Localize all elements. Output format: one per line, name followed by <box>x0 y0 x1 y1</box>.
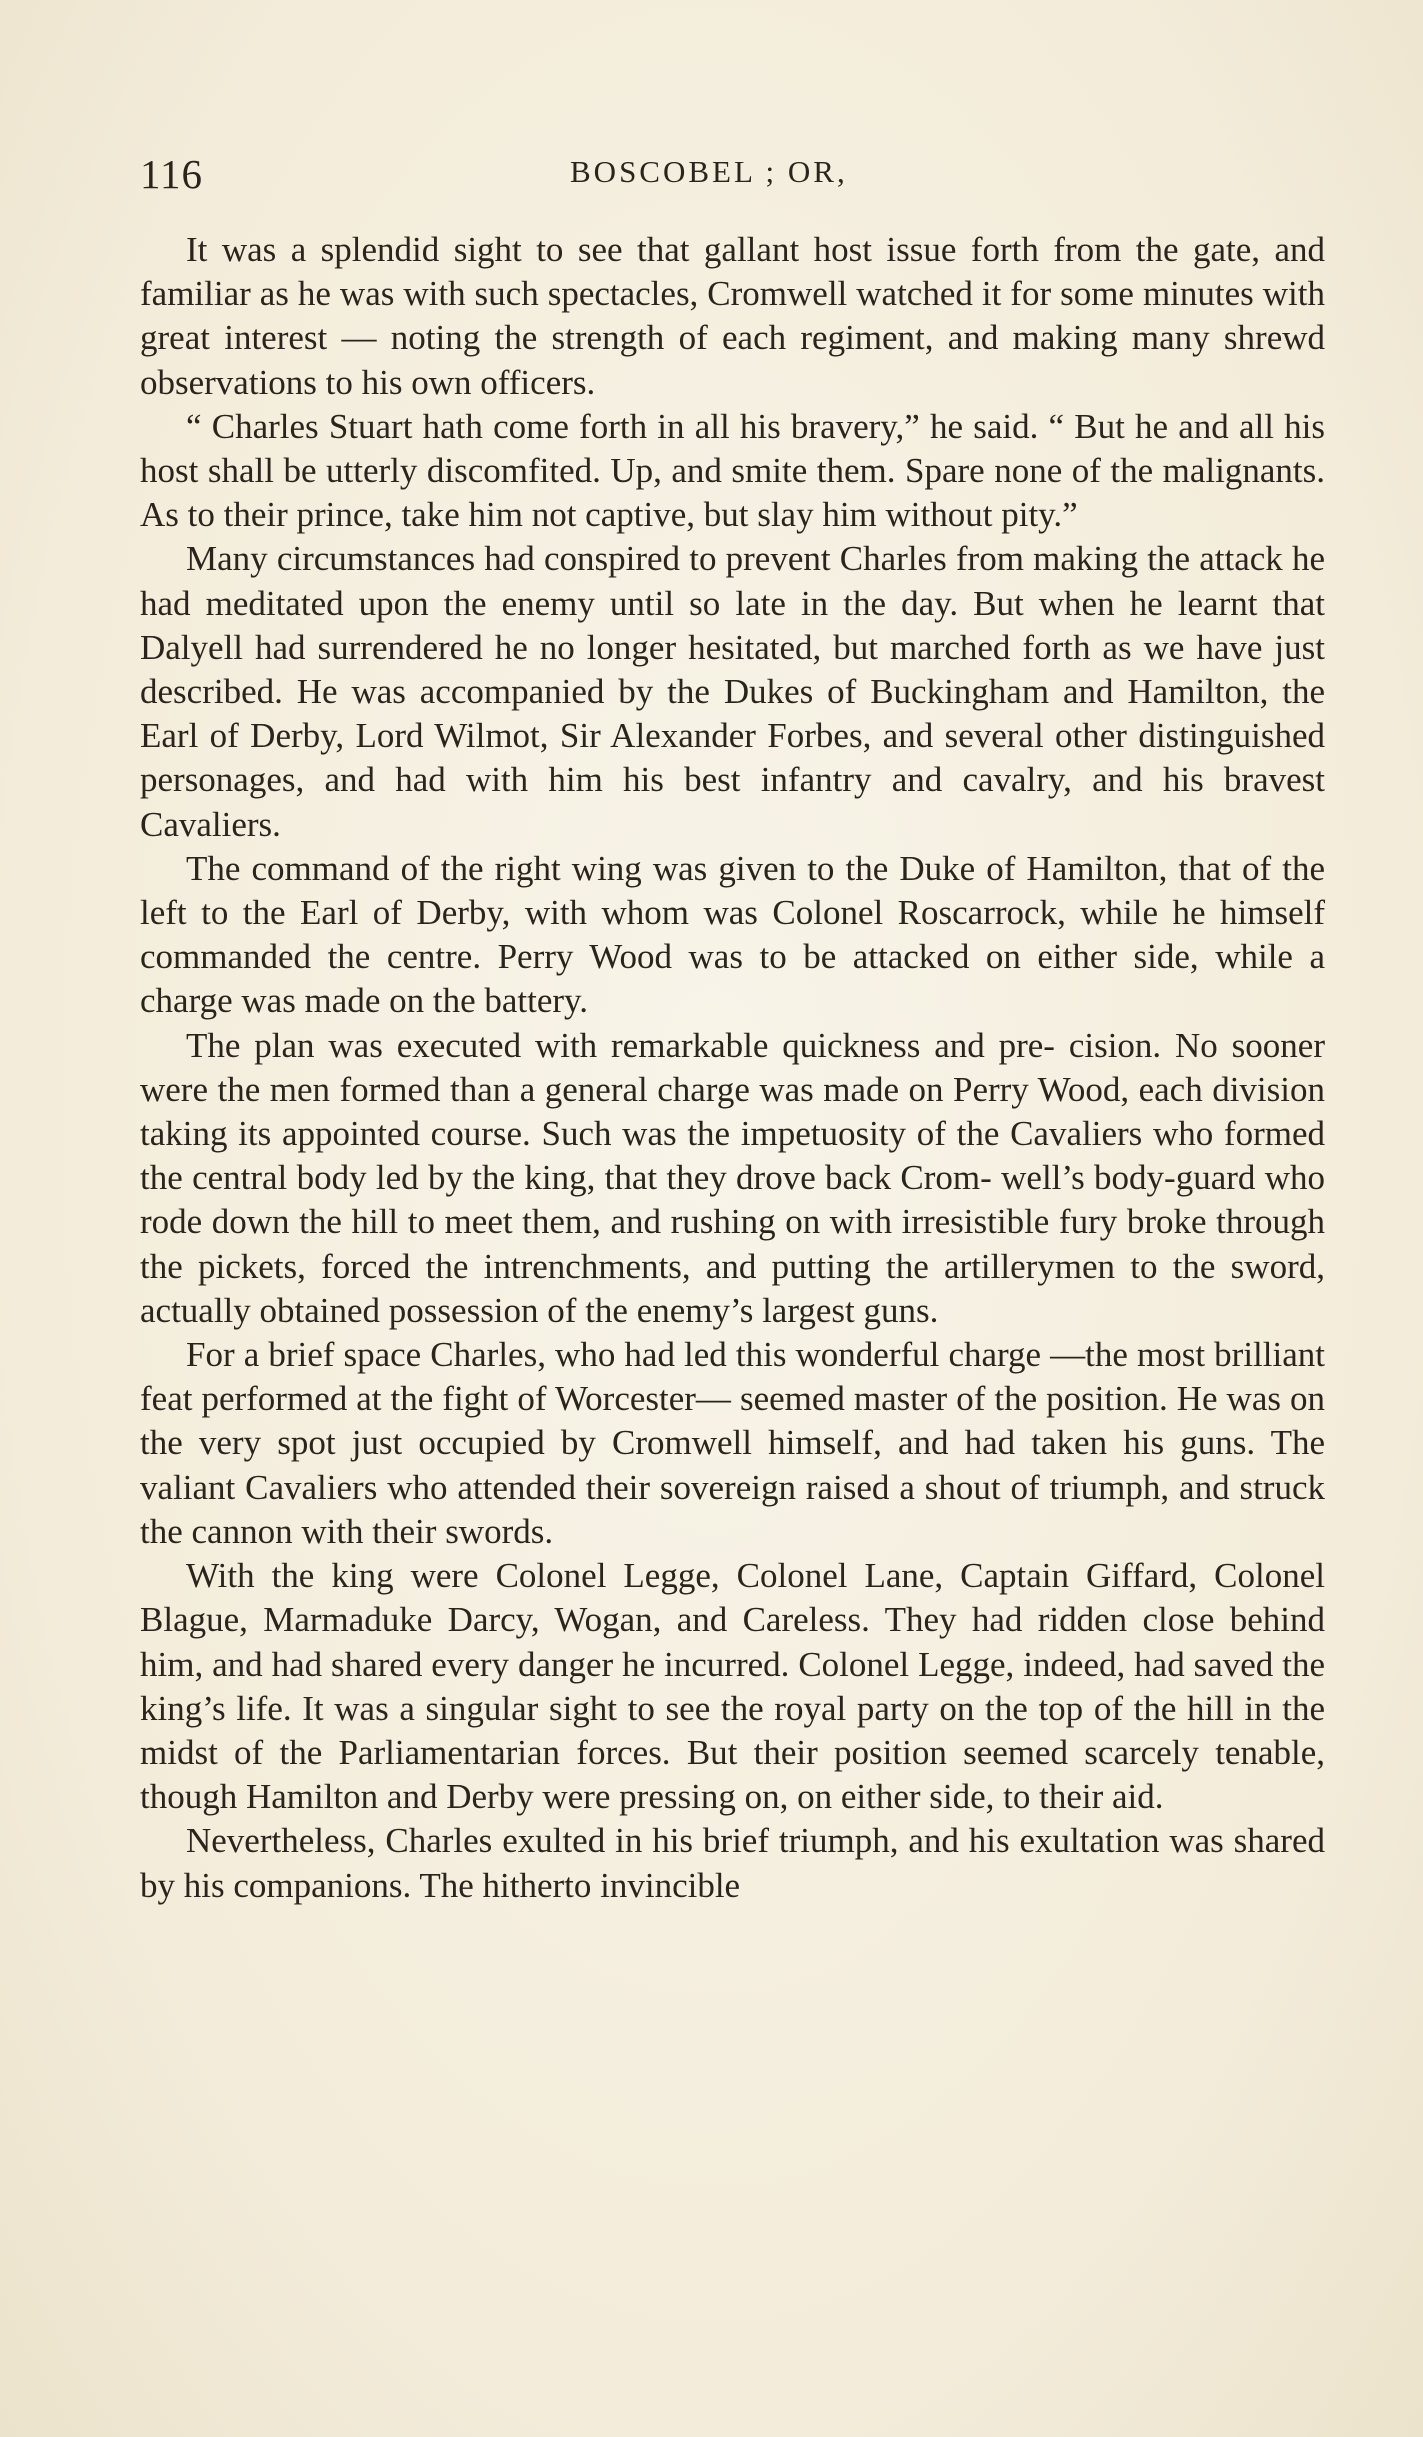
paragraph-8: Nevertheless, Charles exulted in his brief triumph, and his exultation was shared by his companions. The hitherto invincible <box>140 1821 1325 1905</box>
page-number: 116 <box>140 151 203 197</box>
paragraph-3: Many circumstances had conspired to prevent Charles from making the attack he had meditated upon the enemy until so late in the day. But when he learnt that Dalyell had surrendered he no longer hesitated, but marched forth as we have just described. He was accompanied by the Dukes of Buckingham and Hamilton, the Earl of Derby, Lord Wilmot, Sir Alexander Forbes, and several other distinguished personages, and had with him his best infantry and cavalry, and his bravest Cavaliers. <box>140 539 1325 844</box>
paragraph-1: It was a splendid sight to see that gallant host issue forth from the gate, and familiar as he was with such spectacles, Cromwell watched it for some minutes with great interest — noting the strength of each regiment, and making many shrewd observations to his own officers. <box>140 230 1325 402</box>
paragraph-5: The plan was executed with remarkable quickness and pre- cision. No sooner were the men formed than a general charge was made on Perry Wood, each division taking its appointed course. Such was the impetuosity of the Cavaliers who formed the central body led by the king, that they drove back Crom- well’s body-guard who rode down the hill to meet them, and rushing on with irresistible fury broke through the pickets, forced the intrenchments, and putting the artillerymen to the sword, actually obtained possession of the enemy’s largest guns. <box>140 1025 1325 1330</box>
paragraph-7: With the king were Colonel Legge, Colonel Lane, Captain Giffard, Colonel Blague, Marmaduke Darcy, Wogan, and Careless. They had ridden close behind him, and had shared every danger he incurred. Colonel Legge, indeed, had saved the king’s life. It was a singular sight to see the royal party on the top of the hill in the midst of the Parliamentarian forces. But their position seemed scarcely tenable, though Hamilton and Derby were pressing on, on either side, to their aid. <box>140 1556 1325 1817</box>
paragraph-6: For a brief space Charles, who had led this wonderful charge —the most brilliant feat performed at the fight of Worcester— seemed master of the position. He was on the very spot just occupied by Cromwell himself, and had taken his guns. The valiant Cavaliers who attended their sovereign raised a shout of triumph, and struck the cannon with their swords. <box>140 1335 1325 1551</box>
paragraph-2: “ Charles Stuart hath come forth in all his bravery,” he said. “ But he and all his host shall be utterly discomfited. Up, and smite them. Spare none of the malignants. As to their prince, take him not captive, but slay him without pity.” <box>140 406 1325 535</box>
running-head: BOSCOBEL ; OR, <box>570 154 848 189</box>
paragraph-4: The command of the right wing was given to the Duke of Hamilton, that of the left to the Earl of Derby, with whom was Colonel Roscarrock, while he himself commanded the centre. Perry Wood was to be attacked on either side, while a charge was made on the battery. <box>140 848 1325 1021</box>
body-text <box>140 228 1325 1908</box>
page-header <box>140 150 1325 200</box>
